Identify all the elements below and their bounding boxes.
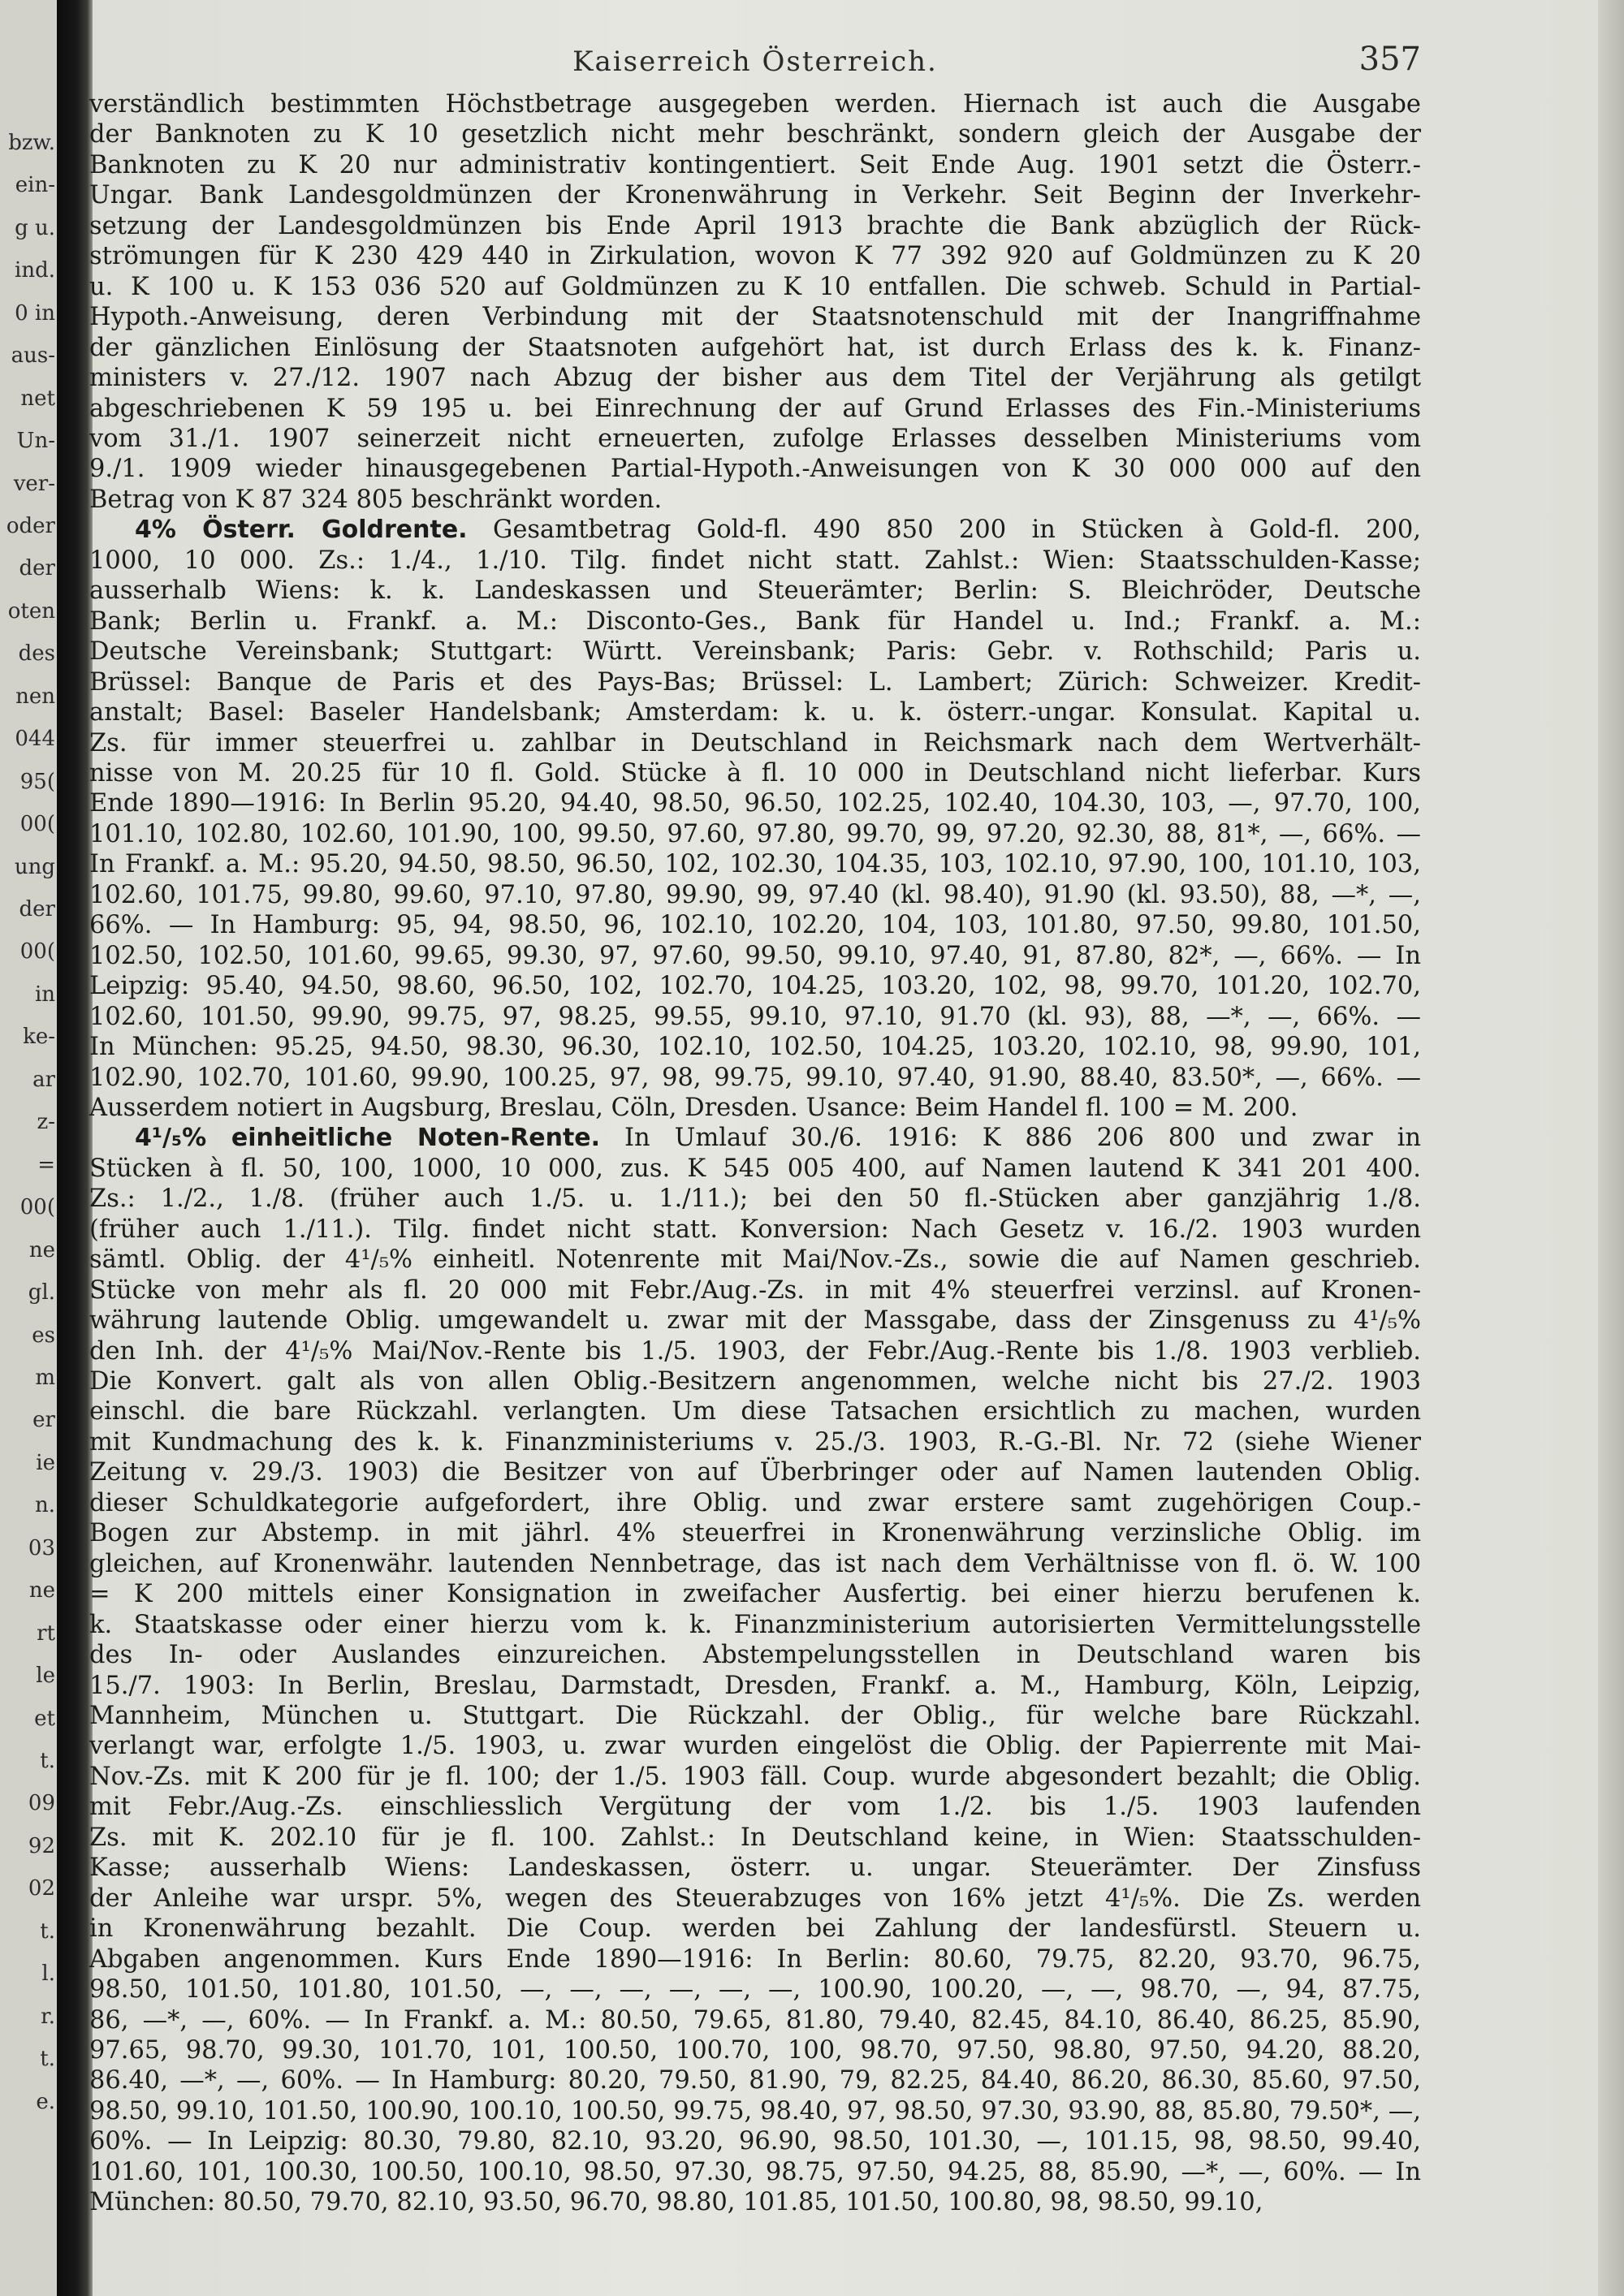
text-line: der gänzlichen Einlösung der Staatsnoten aufgehört hat, ist durch Erlass des k. k. Finanz- [89,333,1421,362]
margin-fragment: 00( [19,812,55,837]
text-line: dieser Schuldkategorie aufgefordert, ihre Oblig. und zwar erstere samt zugehörigen Coup.- [89,1488,1421,1517]
margin-fragment: 95( [19,769,55,794]
text-line: In Frankf. a. M.: 95.20, 94.50, 98.50, 96.50, 102, 102.30, 104.35, 103, 102.10, 97.90, 100, 101.10, 103, [89,850,1421,879]
margin-fragment: ke- [23,1025,55,1050]
text-line: 101.60, 101, 100.30, 100.50, 100.10, 98.50, 97.30, 98.75, 97.50, 94.25, 88, 85.90, —*, —, 60%. — In [89,2157,1421,2186]
text-line: Zeitung v. 29./3. 1903) die Besitzer von auf Überbringer oder auf Namen lautenden Oblig. [89,1458,1421,1487]
margin-fragment: ar [32,1067,55,1092]
text-line: den Inh. der 4¹/₅% Mai/Nov.-Rente bis 1./5. 1903, der Febr./Aug.-Rente bis 1./8. 1903 verblieb. [89,1336,1421,1366]
text-line: Deutsche Vereinsbank; Stuttgart: Württ. Vereinsbank; Paris: Gebr. v. Rothschild; Paris u. [89,637,1421,667]
text-line: 86.40, —*, —, 60%. — In Hamburg: 80.20, 79.50, 81.90, 79, 82.25, 84.40, 86.20, 86.30, 85.60, 97.50, [89,2066,1421,2095]
text-line: 102.60, 101.50, 99.90, 99.75, 97, 98.25, 99.55, 99.10, 97.10, 91.70 (kl. 93), 88, —*, —, 66%. — [89,1002,1421,1031]
text-line: setzung der Landesgoldmünzen bis Ende April 1913 brachte die Bank abzüglich der Rück- [89,211,1421,240]
margin-fragment: t. [40,1918,55,1944]
margin-fragment: ung [14,854,55,879]
margin-fragment: l. [41,1962,55,1987]
margin-fragment: ne [28,1237,55,1262]
text-line: währung lautende Oblig. umgewandelt u. zwar mit der Massgabe, dass der Zinsgenuss zu 4¹/₅% [89,1306,1421,1336]
text-line: Zs.: 1./2., 1./8. (früher auch 1./5. u. 1./11.); bei den 50 fl.-Stücken aber ganzjährig 1./8. [89,1185,1421,1214]
text-line: 102.90, 102.70, 101.60, 99.90, 100.25, 97, 98, 99.75, 99.10, 97.40, 91.90, 88.40, 83.50*, —, 66%. — [89,1063,1421,1092]
text-line: 9./1. 1909 wieder hinausgegebenen Partial-Hypoth.-Anweisungen von K 30 000 000 auf den [89,455,1421,484]
margin-fragment: z- [37,1110,55,1135]
text-line: mit Febr./Aug.-Zs. einschliesslich Vergütung der vom 1./2. bis 1./5. 1903 laufenden [89,1793,1421,1822]
section-heading: 4¹/₅% einheitliche Noten-Rente. [135,1124,601,1153]
text-line: 97.65, 98.70, 99.30, 101.70, 101, 100.50, 100.70, 100, 98.70, 97.50, 98.80, 97.50, 94.20, 88.20, [89,2036,1421,2065]
text-line: sämtl. Oblig. der 4¹/₅% einheitl. Notenrente mit Mai/Nov.-Zs., sowie die auf Namen geschrieb. [89,1245,1421,1275]
text-line: der Banknoten zu K 10 gesetzlich nicht mehr beschränkt, sondern gleich der Ausgabe der [89,120,1421,149]
text-run: In Umlauf 30./6. 1916: K 886 206 800 und zwar in [600,1124,1421,1153]
text-line [89,1123,1421,1153]
text-line: Stücke von mehr als fl. 20 000 mit Febr./Aug.-Zs. in mit 4% steuerfrei verzinsl. auf Kronen- [89,1275,1421,1305]
text-line: nisse von M. 20.25 für 10 fl. Gold. Stücke à fl. 10 000 in Deutschland nicht lieferbar. Kurs [89,758,1421,788]
text-line: 1000, 10 000. Zs.: 1./4., 1./10. Tilg. findet nicht statt. Zahlst.: Wien: Staatsschulden-Kasse; [89,546,1421,575]
text-line: Stücken à fl. 50, 100, 1000, 10 000, zus. K 545 005 400, auf Namen lautend K 341 201 400. [89,1154,1421,1183]
margin-fragment: der [19,556,55,581]
text-line: Mannheim, München u. Stuttgart. Die Rückzahl. der Oblig., für welche bare Rückzahl. [89,1702,1421,1731]
text-line: der Anleihe war urspr. 5%, wegen des Steuerabzuges von 16% jetzt 4¹/₅%. Die Zs. werden [89,1884,1421,1913]
page-body [89,41,1421,2218]
margin-fragment: m [35,1365,55,1390]
text-line: in Kronenwährung bezahlt. Die Coup. werden bei Zahlung der landesfürstl. Steuern u. [89,1914,1421,1944]
text-line: 66%. — In Hamburg: 95, 94, 98.50, 96, 102.10, 102.20, 104, 103, 101.80, 97.50, 99.80, 101.50, [89,911,1421,940]
margin-fragment: ein- [15,173,55,198]
text-line: Abgaben angenommen. Kurs Ende 1890—1916: In Berlin: 80.60, 79.75, 82.20, 93.70, 96.75, [89,1944,1421,1974]
page-edge [1598,0,1624,2296]
margin-fragment: Un- [16,429,55,454]
margin-fragment: der [19,897,55,922]
margin-fragment: 92 [28,1833,55,1858]
text-line: Banknoten zu K 20 nur administrativ kontingentiert. Seit Ende Aug. 1901 setzt die Österr.- [89,150,1421,179]
text-line: Brüssel: Banque de Paris et des Pays-Bas; Brüssel: L. Lambert; Zürich: Schweizer. Kredit- [89,667,1421,697]
text-run: Gesamtbetrag Gold-fl. 490 850 200 in Stücken à Gold-fl. 200, [467,516,1421,545]
text-line: anstalt; Basel: Baseler Handelsbank; Amsterdam: k. u. k. österr.-ungar. Konsulat. Kapital u. [89,698,1421,727]
margin-fragment: ne [28,1578,55,1603]
text-line [89,515,1421,545]
margin-fragment: ie [36,1450,55,1475]
margin-fragment: e. [36,2089,55,2114]
margin-fragment: net [20,386,55,411]
text-line: einschl. die bare Rückzahl. verlangten. Um diese Tatsachen ersichtlich zu machen, wurden [89,1397,1421,1426]
text-line: Bogen zur Abstemp. in mit jährl. 4% steuerfrei in Kronenwährung verzinsliche Oblig. im [89,1519,1421,1548]
text-line: 15./7. 1903: In Berlin, Breslau, Darmstadt, Dresden, Frankf. a. M., Hamburg, Köln, Leipzig, [89,1671,1421,1700]
margin-fragment: 00( [19,939,55,965]
text-line: Zs. für immer steuerfrei u. zahlbar in Deutschland in Reichsmark nach dem Wertverhält- [89,728,1421,757]
text-line: Nov.-Zs. mit K 200 für je fl. 100; der 1./5. 1903 fäll. Coup. wurde abgesondert bezahlt; die Oblig. [89,1762,1421,1791]
margin-fragment: ver- [13,471,55,496]
text-line: des In- oder Auslandes einzureichen. Abstempelungsstellen in Deutschland waren bis [89,1641,1421,1670]
text-line: strömungen für K 230 429 440 in Zirkulation, wovon K 77 392 920 auf Goldmünzen zu K 20 [89,242,1421,271]
page-number: 357 [1358,41,1421,78]
margin-fragment: er [32,1408,55,1433]
section-paragraph [89,1123,1421,2217]
margin-fragment: oder [6,514,55,539]
section-paragraph [89,515,1421,1123]
margin-fragment: in [34,982,55,1007]
text-block [89,89,1421,2218]
text-line: Die Konvert. galt als von allen Oblig.-Besitzern angenommen, welche nicht bis 27./2. 1903 [89,1367,1421,1396]
text-line: Leipzig: 95.40, 94.50, 98.60, 96.50, 102, 102.70, 104.25, 103.20, 102, 98, 99.70, 101.20, 102.70, [89,972,1421,1001]
text-line: u. K 100 u. K 153 036 520 auf Goldmünzen zu K 10 entfallen. Die schweb. Schuld in Partial- [89,272,1421,301]
text-line: 98.50, 99.10, 101.50, 100.90, 100.10, 100.50, 99.75, 98.40, 97, 98.50, 97.30, 93.90, 88, 85.80, 79.50*, —, [89,2096,1421,2126]
text-line: Ende 1890—1916: In Berlin 95.20, 94.40, 98.50, 96.50, 102.25, 102.40, 104.30, 103, —, 97.70, 100, [89,789,1421,818]
text-line: k. Staatskasse oder einer hierzu vom k. k. Finanzministerium autorisierten Vermittelungsstelle [89,1610,1421,1639]
text-line: mit Kundmachung des k. k. Finanzministeriums v. 25./3. 1903, R.-G.-Bl. Nr. 72 (siehe Wiener [89,1427,1421,1457]
margin-fragment: nen [15,684,55,709]
previous-page-margin [0,0,57,2296]
running-head [89,41,1421,89]
margin-fragment: 03 [28,1535,55,1560]
margin-fragment: 00( [19,1195,55,1220]
text-line: Ausserdem notiert in Augsburg, Breslau, Cöln, Dresden. Usance: Beim Handel fl. 100 = M. 200. [89,1093,1298,1122]
text-line: 86, —*, —, 60%. — In Frankf. a. M.: 80.50, 79.65, 81.80, 79.40, 82.45, 84.10, 86.40, 86.25, 85.90, [89,2005,1421,2035]
text-line: abgeschriebenen K 59 195 u. bei Einrechnung der auf Grund Erlasses des Fin.-Ministeriums [89,394,1421,423]
margin-fragment: 044 [15,727,55,752]
margin-fragment: t. [40,2047,55,2072]
margin-fragment: oten [7,598,55,624]
margin-fragment: = [37,1152,55,1177]
margin-fragment: gl. [28,1280,55,1306]
text-line: Ungar. Bank Landesgoldmünzen der Kronenwährung in Verkehr. Seit Beginn der Inverkehr- [89,181,1421,210]
text-line: In München: 95.25, 94.50, 98.30, 96.30, 102.10, 102.50, 104.25, 103.20, 102.10, 98, 99.90, 101, [89,1033,1421,1062]
text-line: gleichen, auf Kronenwähr. lautenden Nennbetrage, das ist nach dem Verhältnisse von fl. ö. W. 100 [89,1549,1421,1578]
margin-fragment: et [34,1706,55,1731]
text-line: 101.10, 102.80, 102.60, 101.90, 100, 99.50, 97.60, 97.80, 99.70, 99, 97.20, 92.30, 88, 81*, —, 66%. — [89,819,1421,848]
text-line: vom 31./1. 1907 seinerzeit nicht erneuerten, zufolge Erlasses desselben Ministeriums vom [89,424,1421,453]
running-title: Kaiserreich Österreich. [572,45,938,78]
margin-fragment: des [18,641,55,667]
text-line: verlangt war, erfolgte 1./5. 1903, u. zwar wurden eingelöst die Oblig. der Papierrente mit Mai- [89,1732,1421,1761]
margin-fragment: aus- [11,343,55,369]
margin-fragment: rt [37,1621,55,1646]
section-heading: 4% Österr. Goldrente. [135,516,468,545]
margin-fragment: n. [34,1493,55,1518]
margin-fragment: t. [40,1748,55,1773]
text-line: (früher auch 1./11.). Tilg. findet nicht statt. Konversion: Nach Gesetz v. 16./2. 1903 wurden [89,1215,1421,1244]
text-line: Betrag von K 87 324 805 beschränkt worden. [89,485,663,514]
text-line: Bank; Berlin u. Frankf. a. M.: Disconto-Ges., Bank für Handel u. Ind.; Frankf. a. M.: [89,606,1421,636]
text-line: verständlich bestimmten Höchstbetrage ausgegeben werden. Hiernach ist auch die Ausgabe [89,90,1421,119]
text-line: 60%. — In Leipzig: 80.30, 79.80, 82.10, 93.20, 96.90, 98.50, 101.30, —, 101.15, 98, 98.50, 99.40, [89,2127,1421,2156]
margin-fragment: bzw. [8,131,55,155]
text-line: München: 80.50, 79.70, 82.10, 93.50, 96.70, 98.80, 101.85, 101.50, 100.80, 98, 98.50, 99.10, [89,2188,1263,2217]
text-line: = K 200 mittels einer Konsignation in zweifacher Ausfertig. bei einer hierzu berufenen k. [89,1580,1421,1609]
margin-fragment: g u. [15,215,55,240]
body-paragraph [89,89,1421,515]
margin-fragment: 09 [28,1791,55,1816]
text-line: Kasse; ausserhalb Wiens: Landeskassen, österr. u. ungar. Steuerämter. Der Zinsfuss [89,1854,1421,1883]
text-line: 102.50, 102.50, 101.60, 99.65, 99.30, 97, 97.60, 99.50, 99.10, 97.40, 91, 87.80, 82*, —, 66%. — In [89,941,1421,970]
book-binding-shadow [57,0,93,2296]
margin-fragment: ind. [15,258,55,283]
margin-fragment: le [36,1664,55,1689]
text-line: 102.60, 101.75, 99.80, 99.60, 97.10, 97.80, 99.90, 99, 97.40 (kl. 98.40), 91.90 (kl. 93.50), 88, —*, —, [89,880,1421,909]
text-line: ausserhalb Wiens: k. k. Landeskassen und Steuerämter; Berlin: S. Bleichröder, Deutsche [89,576,1421,606]
text-line: 98.50, 101.50, 101.80, 101.50, —, —, —, —, —, —, 100.90, 100.20, —, —, 98.70, —, 94, 87.75, [89,1975,1421,2005]
margin-fragment: r. [41,2004,55,2029]
text-line: Hypoth.-Anweisung, deren Verbindung mit der Staatsnotenschuld mit der Inangriffnahme [89,303,1421,332]
margin-fragment: es [32,1323,55,1348]
margin-fragment: 0 in [15,300,55,326]
text-line: Zs. mit K. 202.10 für je fl. 100. Zahlst.: In Deutschland keine, in Wien: Staatsschulden- [89,1823,1421,1852]
text-line: ministers v. 27./12. 1907 nach Abzug der bisher aus dem Titel der Verjährung als getilgt [89,364,1421,393]
margin-fragment: 02 [28,1876,55,1901]
